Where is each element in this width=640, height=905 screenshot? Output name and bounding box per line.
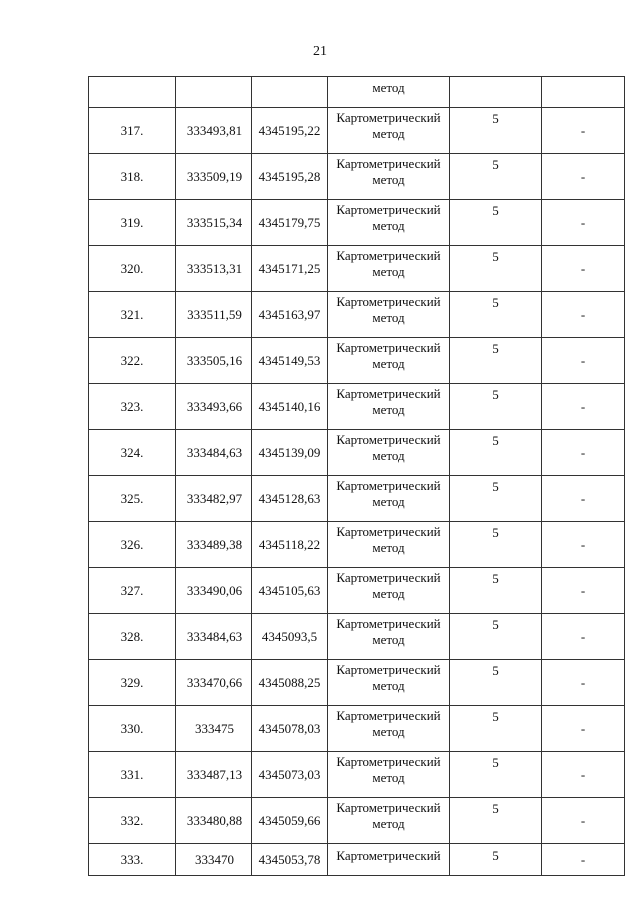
method-cell — [328, 614, 450, 660]
accuracy-cell: 5 — [450, 522, 542, 568]
point-number-cell: 330. — [89, 706, 176, 752]
method-cell — [328, 476, 450, 522]
table-row — [89, 798, 625, 844]
note-cell: - — [542, 660, 625, 706]
table-row — [89, 154, 625, 200]
note-cell: - — [542, 706, 625, 752]
method-cell — [328, 752, 450, 798]
table-row — [89, 614, 625, 660]
table-row — [89, 338, 625, 384]
x-coordinate-cell: 333489,38 — [176, 522, 252, 568]
point-number-cell: 329. — [89, 660, 176, 706]
table-row — [89, 844, 625, 876]
note-cell: - — [542, 522, 625, 568]
method-line-1: Картометрический — [336, 248, 441, 263]
method-line-1: Картометрический — [336, 386, 441, 401]
method-line-2: метод — [372, 816, 405, 831]
method-cell — [328, 798, 450, 844]
method-line-1: Картометрический — [336, 294, 441, 309]
method-line-2: метод — [372, 310, 405, 325]
method-line-2: метод — [372, 448, 405, 463]
method-line-1: Картометрический — [336, 662, 441, 677]
table-row — [89, 430, 625, 476]
method-line-1: Картометрический — [336, 524, 441, 539]
note-cell: - — [542, 200, 625, 246]
note-cell: - — [542, 292, 625, 338]
method-line-2: метод — [372, 586, 405, 601]
method-line-1: Картометрический — [336, 570, 441, 585]
accuracy-cell: 5 — [450, 476, 542, 522]
y-coordinate-cell: 4345139,09 — [252, 430, 328, 476]
y-coordinate-cell: 4345179,75 — [252, 200, 328, 246]
accuracy-cell: 5 — [450, 108, 542, 154]
method-line-2: метод — [372, 494, 405, 509]
method-line-1: Картометрический — [336, 616, 441, 631]
accuracy-cell: 5 — [450, 292, 542, 338]
point-number-cell: 326. — [89, 522, 176, 568]
coordinates-table — [88, 76, 625, 876]
method-line-1: Картометрический — [336, 340, 441, 355]
y-coordinate-cell: 4345078,03 — [252, 706, 328, 752]
x-coordinate-cell: 333482,97 — [176, 476, 252, 522]
method-cell — [328, 338, 450, 384]
method-cell — [328, 384, 450, 430]
note-cell: - — [542, 614, 625, 660]
method-cell — [328, 108, 450, 154]
y-coordinate-cell: 4345073,03 — [252, 752, 328, 798]
method-cell — [328, 660, 450, 706]
accuracy-cell: 5 — [450, 568, 542, 614]
method-cell — [328, 292, 450, 338]
note-cell: - — [542, 798, 625, 844]
accuracy-cell: 5 — [450, 430, 542, 476]
table-row — [89, 108, 625, 154]
note-cell: - — [542, 246, 625, 292]
x-coordinate-cell: 333490,06 — [176, 568, 252, 614]
method-cell — [328, 200, 450, 246]
table-row — [89, 200, 625, 246]
point-number-cell: 322. — [89, 338, 176, 384]
note-cell: - — [542, 338, 625, 384]
y-coordinate-cell: 4345118,22 — [252, 522, 328, 568]
table-body — [89, 77, 625, 876]
accuracy-cell: 5 — [450, 614, 542, 660]
table-row — [89, 522, 625, 568]
table-row — [89, 706, 625, 752]
table-row — [89, 384, 625, 430]
y-coordinate-cell: 4345163,97 — [252, 292, 328, 338]
y-coordinate-cell: 4345195,28 — [252, 154, 328, 200]
point-number-cell: 324. — [89, 430, 176, 476]
note-cell — [542, 77, 625, 108]
method-cell — [328, 246, 450, 292]
point-number-cell: 331. — [89, 752, 176, 798]
table-row — [89, 246, 625, 292]
point-number-cell: 328. — [89, 614, 176, 660]
method-line-2: метод — [372, 218, 405, 233]
table-row — [89, 660, 625, 706]
accuracy-cell: 5 — [450, 154, 542, 200]
method-line-1: Картометрический — [336, 432, 441, 447]
y-coordinate-cell: 4345088,25 — [252, 660, 328, 706]
note-cell: - — [542, 384, 625, 430]
method-cell — [328, 568, 450, 614]
note-cell: - — [542, 752, 625, 798]
x-coordinate-cell: 333493,66 — [176, 384, 252, 430]
accuracy-cell: 5 — [450, 246, 542, 292]
y-coordinate-cell: 4345195,22 — [252, 108, 328, 154]
method-line-1: Картометрический — [336, 156, 441, 171]
point-number-cell: 332. — [89, 798, 176, 844]
x-coordinate-cell: 333470 — [176, 844, 252, 876]
accuracy-cell: 5 — [450, 752, 542, 798]
x-coordinate-cell — [176, 77, 252, 108]
table-row — [89, 292, 625, 338]
note-cell: - — [542, 844, 625, 876]
note-cell: - — [542, 154, 625, 200]
method-line-2: метод — [372, 172, 405, 187]
x-coordinate-cell: 333484,63 — [176, 430, 252, 476]
point-number-cell: 321. — [89, 292, 176, 338]
continuation-row — [89, 77, 625, 108]
method-line-1: Картометрический — [336, 800, 441, 815]
point-number-cell: 320. — [89, 246, 176, 292]
method-cell: метод — [328, 77, 450, 108]
point-number-cell: 323. — [89, 384, 176, 430]
method-cell — [328, 154, 450, 200]
method-line-2: метод — [372, 724, 405, 739]
x-coordinate-cell: 333511,59 — [176, 292, 252, 338]
method-line-2: метод — [372, 356, 405, 371]
method-line-2: метод — [372, 264, 405, 279]
y-coordinate-cell: 4345140,16 — [252, 384, 328, 430]
accuracy-cell: 5 — [450, 844, 542, 876]
accuracy-cell: 5 — [450, 338, 542, 384]
x-coordinate-cell: 333505,16 — [176, 338, 252, 384]
table-row — [89, 476, 625, 522]
accuracy-cell: 5 — [450, 798, 542, 844]
point-number-cell: 318. — [89, 154, 176, 200]
note-cell: - — [542, 568, 625, 614]
accuracy-cell: 5 — [450, 660, 542, 706]
note-cell: - — [542, 430, 625, 476]
table-row — [89, 568, 625, 614]
accuracy-cell — [450, 77, 542, 108]
point-number-cell: 317. — [89, 108, 176, 154]
x-coordinate-cell: 333509,19 — [176, 154, 252, 200]
x-coordinate-cell: 333475 — [176, 706, 252, 752]
point-number-cell: 327. — [89, 568, 176, 614]
accuracy-cell: 5 — [450, 200, 542, 246]
y-coordinate-cell: 4345149,53 — [252, 338, 328, 384]
method-line-1: Картометрический — [336, 754, 441, 769]
y-coordinate-cell: 4345171,25 — [252, 246, 328, 292]
x-coordinate-cell: 333480,88 — [176, 798, 252, 844]
point-number-cell: 319. — [89, 200, 176, 246]
y-coordinate-cell: 4345128,63 — [252, 476, 328, 522]
method-line-1: Картометрический — [336, 202, 441, 217]
y-coordinate-cell — [252, 77, 328, 108]
method-line-1: Картометрический — [336, 708, 441, 723]
accuracy-cell: 5 — [450, 384, 542, 430]
x-coordinate-cell: 333493,81 — [176, 108, 252, 154]
note-cell: - — [542, 476, 625, 522]
method-line-2: метод — [372, 402, 405, 417]
method-line-2: метод — [372, 126, 405, 141]
point-number-cell: 333. — [89, 844, 176, 876]
y-coordinate-cell: 4345053,78 — [252, 844, 328, 876]
method-line-1: Картометрический — [336, 478, 441, 493]
y-coordinate-cell: 4345093,5 — [252, 614, 328, 660]
x-coordinate-cell: 333470,66 — [176, 660, 252, 706]
point-number-cell: 325. — [89, 476, 176, 522]
method-cell — [328, 430, 450, 476]
note-cell: - — [542, 108, 625, 154]
x-coordinate-cell: 333513,31 — [176, 246, 252, 292]
accuracy-cell: 5 — [450, 706, 542, 752]
method-line-2: метод — [372, 540, 405, 555]
y-coordinate-cell: 4345059,66 — [252, 798, 328, 844]
method-cell: Картометрический — [328, 844, 450, 876]
x-coordinate-cell: 333487,13 — [176, 752, 252, 798]
method-cell — [328, 522, 450, 568]
table-row — [89, 752, 625, 798]
method-line-2: метод — [372, 632, 405, 647]
method-line-2: метод — [372, 678, 405, 693]
method-line-2: метод — [372, 770, 405, 785]
y-coordinate-cell: 4345105,63 — [252, 568, 328, 614]
x-coordinate-cell: 333515,34 — [176, 200, 252, 246]
point-number-cell — [89, 77, 176, 108]
x-coordinate-cell: 333484,63 — [176, 614, 252, 660]
method-cell — [328, 706, 450, 752]
method-line-1: Картометрический — [336, 110, 441, 125]
page-number: 21 — [313, 44, 327, 59]
